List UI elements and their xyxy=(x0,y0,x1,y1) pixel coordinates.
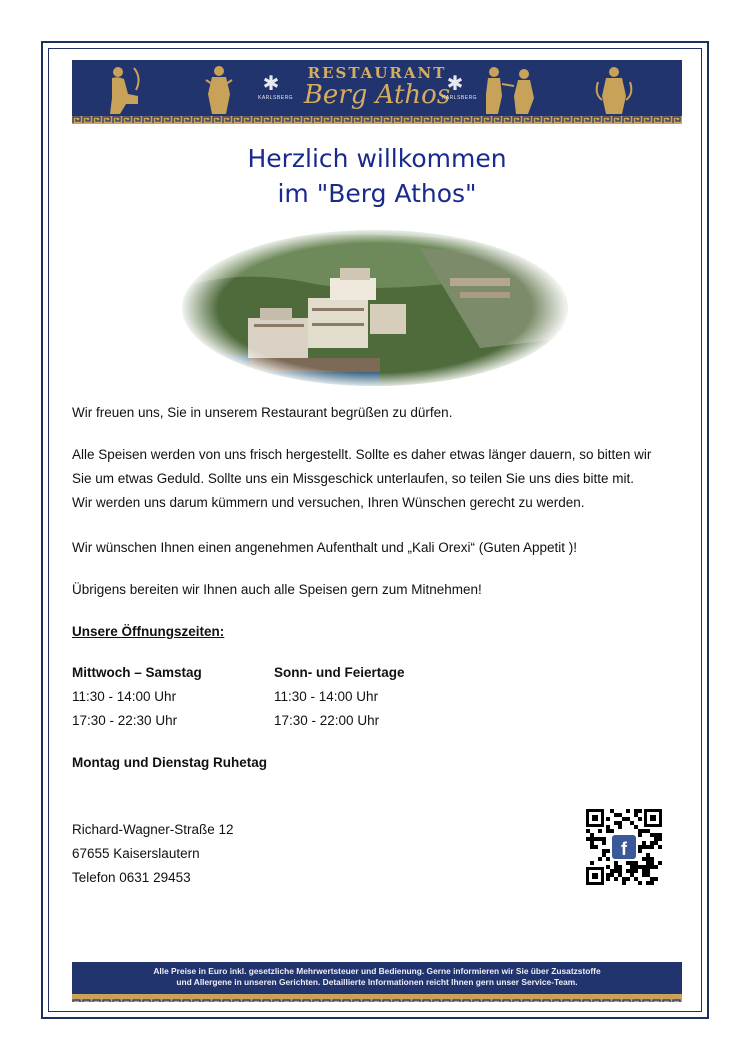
karlsberg-star-right-icon: ✱ KARLSBERG xyxy=(442,73,478,101)
svg-text:f: f xyxy=(621,839,627,859)
address-street: Richard-Wagner-Straße 12 xyxy=(72,822,234,837)
intro-line-1: Alle Speisen werden von uns frisch hergestellt. Sollte es daher etwas länger dauern, so bitten wir xyxy=(72,447,652,462)
footer-banner xyxy=(72,962,682,1002)
weekdays-slot-2: 17:30 - 22:30 Uhr xyxy=(72,713,178,728)
intro-line-2: Sie um etwas Geduld. Sollte uns ein Missgeschick unterlaufen, so teilen Sie uns dies bitte mit. xyxy=(72,471,635,486)
footer-line-2: und Allergene in unseren Gerichten. Detaillierte Informationen reicht Ihnen gern unser Service-Team. xyxy=(176,977,578,987)
monastery-photo xyxy=(180,228,570,388)
takeaway-text: Übrigens bereiten wir Ihnen auch alle Speisen gern zum Mitnehmen! xyxy=(72,582,482,597)
holidays-slot-2: 17:30 - 22:00 Uhr xyxy=(274,713,380,728)
opening-hours-title: Unsere Öffnungszeiten: xyxy=(72,624,225,639)
hours-holidays xyxy=(274,661,405,733)
karlsberg-star-left-icon: ✱ KARLSBERG xyxy=(258,73,294,101)
facebook-icon xyxy=(612,835,636,859)
holidays-label: Sonn- und Feiertage xyxy=(274,665,405,680)
footer-line-1: Alle Preise in Euro inkl. gesetzliche Mehrwertsteuer und Bedienung. Gerne informieren wir Sie über Zusatzstoffe xyxy=(153,966,601,976)
holidays-slot-1: 11:30 - 14:00 Uhr xyxy=(274,689,379,704)
heading-line-1: Herzlich willkommen xyxy=(247,144,507,173)
closed-days: Montag und Dienstag Ruhetag xyxy=(72,755,267,770)
address-city: 67655 Kaiserslautern xyxy=(72,846,200,861)
welcome-text: Wir freuen uns, Sie in unserem Restaurant begrüßen zu dürfen. xyxy=(72,405,453,420)
weekdays-slot-1: 11:30 - 14:00 Uhr xyxy=(72,689,177,704)
greek-figures-pair-icon xyxy=(480,64,540,116)
heading-line-2: im "Berg Athos" xyxy=(277,179,477,208)
welcome-heading xyxy=(72,141,682,211)
wish-text: Wir wünschen Ihnen einen angenehmen Aufenthalt und „Kali Orexi“ (Guten Appetit )! xyxy=(72,540,578,555)
intro-line-3: Wir werden uns darum kümmern und versuchen, Ihren Wünschen gerecht zu werden. xyxy=(72,495,585,510)
qr-code[interactable] xyxy=(586,809,662,885)
intro-paragraph xyxy=(72,443,651,515)
address-block xyxy=(72,818,234,890)
brand-name: Berg Athos xyxy=(303,80,451,110)
footer-notice xyxy=(72,966,682,988)
footer-meander-border xyxy=(72,994,682,1002)
meander-border xyxy=(72,116,682,124)
header-banner xyxy=(72,60,682,124)
hours-weekdays xyxy=(72,661,202,733)
weekdays-label: Mittwoch – Samstag xyxy=(72,665,202,680)
address-phone: Telefon 0631 29453 xyxy=(72,870,191,885)
greek-figure-lyre-icon xyxy=(592,64,636,116)
brand-restaurant-label: RESTAURANT xyxy=(307,64,447,82)
